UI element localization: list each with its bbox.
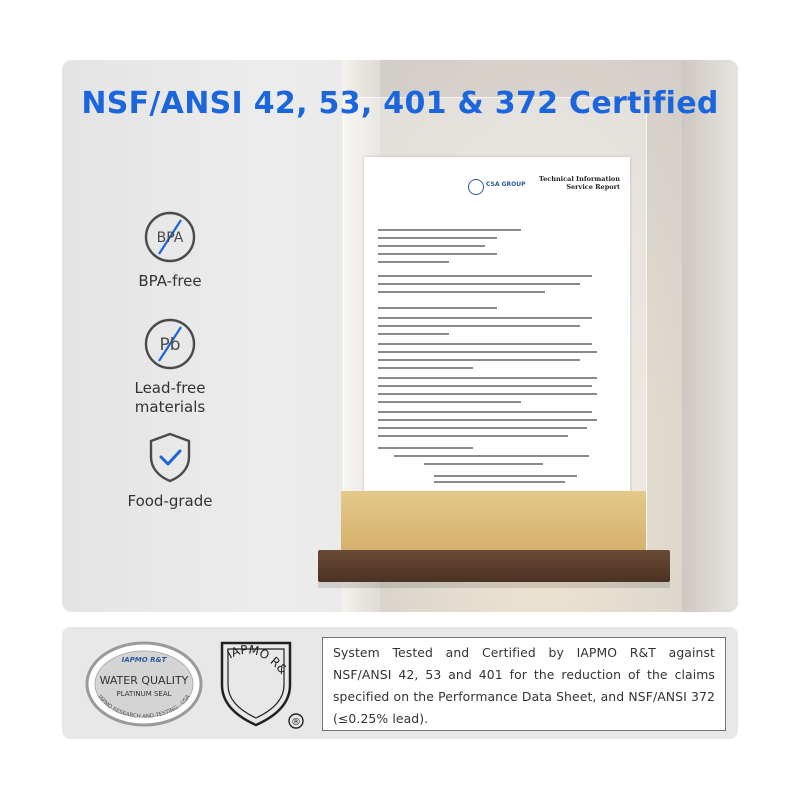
seal-arc-text: IAPMO RESEARCH AND TESTING · USA [96, 693, 192, 720]
certificate-document [364, 157, 630, 501]
lead-icon-text: Pb [159, 335, 181, 355]
certification-statement: System Tested and Certified by IAPMO R&T against NSF/ANSI 42, 53 and 401 for the reduction of the claims specified on the Performance Data Sheet, and NSF/ANSI 372 (≤0.25% lead). [333, 645, 715, 726]
csa-logo-text: CSA GROUP [486, 181, 526, 188]
seal-line2: PLATINUM SEAL [116, 690, 172, 698]
headline: NSF/ANSI 42, 53, 401 & 372 Certified [81, 86, 719, 121]
iapmo-shield-icon [216, 637, 312, 731]
csa-logo-icon [468, 179, 484, 195]
iapmo-shield-text: IAPMO R& [224, 642, 291, 677]
shield-check-icon [143, 430, 197, 484]
plaque-base [341, 491, 646, 553]
bpa-icon [143, 210, 197, 264]
document-title: Technical Information Service Report [539, 175, 620, 191]
feature-bpa-free [100, 210, 240, 291]
wood-shelf [318, 550, 670, 582]
shelf-shadow [318, 582, 670, 588]
certification-statement-box [322, 637, 726, 731]
water-quality-seal [84, 640, 204, 728]
seal-line1: WATER QUALITY [99, 674, 189, 687]
feature-label-food-grade: Food-grade [127, 492, 213, 510]
bpa-icon-text: BPA [156, 230, 184, 246]
feature-lead-free [100, 317, 240, 417]
seal-brand: IAPMO R&T [121, 656, 167, 664]
feature-label-lead: Lead-free materials [134, 379, 206, 416]
lead-icon [143, 317, 197, 371]
feature-label-bpa: BPA-free [138, 272, 202, 290]
registered-mark: ® [291, 717, 301, 728]
feature-food-grade [100, 430, 240, 511]
